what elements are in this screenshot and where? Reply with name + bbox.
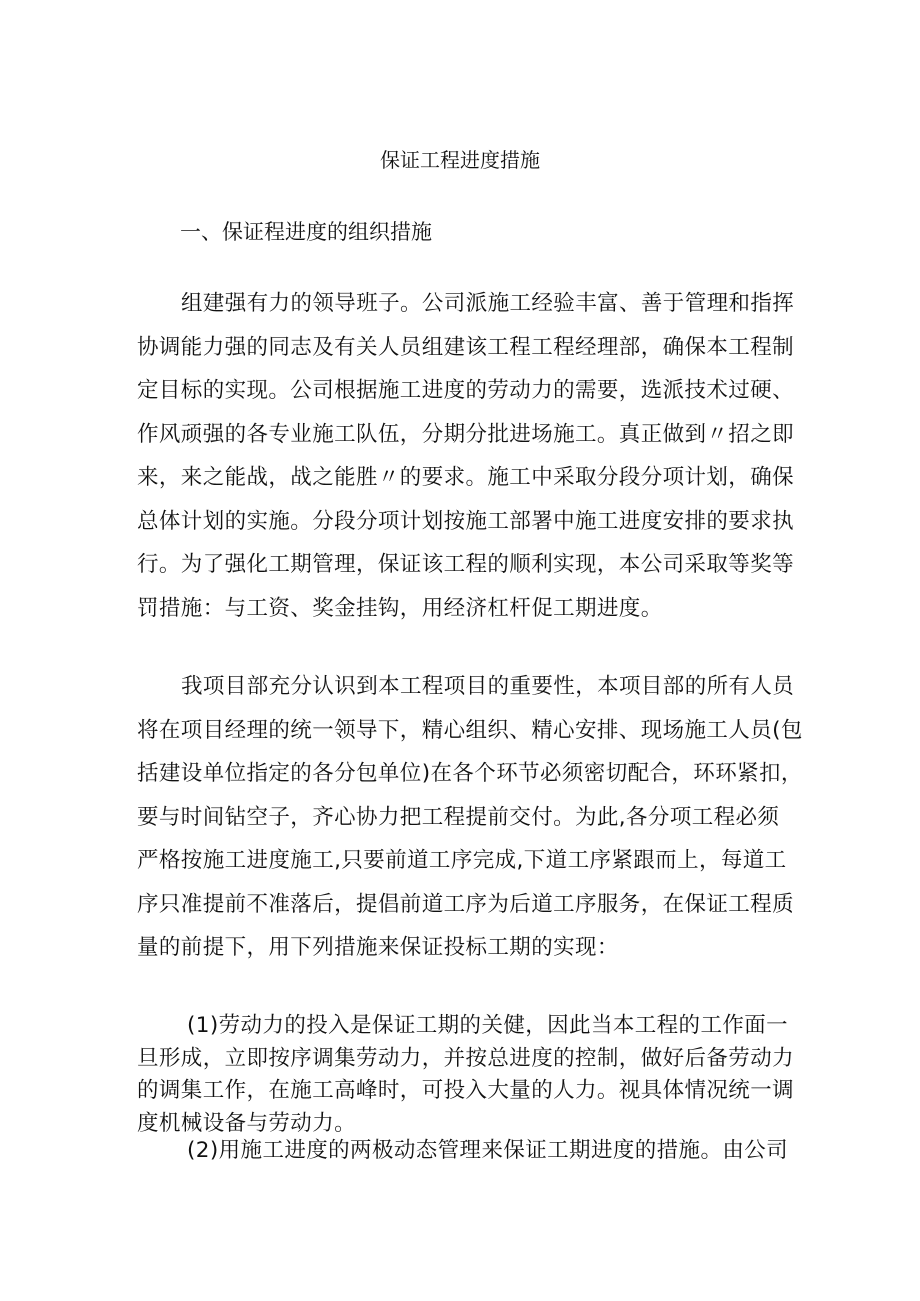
paragraph-line: 我项目部充分认识到本工程项目的重要性，本项目部的所有人员 xyxy=(181,674,795,699)
paragraph-line: 来，来之能战，战之能胜〃的要求。施工中采取分段分项计划，确保 xyxy=(137,465,795,490)
paragraph-line: 括建设单位指定的各分包单位)在各个环节必须密切配合，环环紧扣， xyxy=(137,761,803,786)
paragraph-line: 定目标的实现。公司根据施工进度的劳动力的需要，选派技术过硬、 xyxy=(137,378,795,403)
list-item-labor xyxy=(137,1010,797,1140)
paragraph-line: 罚措施：与工资、奖金挂钩，用经济杠杆促工期进度。 xyxy=(137,595,663,621)
paragraph-line: 组建强有力的领导班子。公司派施工经验丰富、善于管理和指挥 xyxy=(181,291,795,316)
list-item-line: 的调集工作，在施工高峰时，可投入大量的人力。视具体情况统一调 xyxy=(137,1078,795,1103)
list-item-dynamic-management xyxy=(137,1133,797,1169)
document-title: 保证工程进度措施 xyxy=(380,148,540,172)
paragraph-line: 要与时间钻空子，齐心协力把工程提前交付。为此,各分项工程必须 xyxy=(137,804,780,830)
paragraph-leadership xyxy=(137,282,797,630)
section-heading: 一、保证程进度的组织措施 xyxy=(180,220,432,244)
paragraph-line: 协调能力强的同志及有关人员组建该工程工程经理部，确保本工程制 xyxy=(137,334,795,360)
paragraph-line: 序只准提前不准落后，提倡前道工序为后道工序服务，在保证工程质 xyxy=(137,891,795,917)
paragraph-project-department xyxy=(137,665,803,970)
paragraph-line: 作风顽强的各专业施工队伍，分期分批进场施工。真正做到〃招之即 xyxy=(137,421,795,447)
paragraph-line: 量的前提下，用下列措施来保证投标工期的实现： xyxy=(137,935,619,960)
paragraph-line: 严格按施工进度施工,只要前道工序完成,下道工序紧跟而上，每道工 xyxy=(137,848,787,873)
paragraph-line: 将在项目经理的统一领导下，精心组织、精心安排、现场施工人员(包 xyxy=(137,717,803,743)
list-item-line: 度机械设备与劳动力。 xyxy=(137,1110,357,1136)
paragraph-line: 行。为了强化工期管理，保证该工程的顺利实现，本公司采取等奖等 xyxy=(137,552,795,577)
list-item-line: (2)用施工进度的两极动态管理来保证工期进度的措施。由公司 xyxy=(187,1138,789,1163)
list-item-line: (1)劳动力的投入是保证工期的关健，因此当本工程的工作面一 xyxy=(187,1013,789,1038)
paragraph-line: 总体计划的实施。分段分项计划按施工部署中施工进度安排的要求执 xyxy=(137,508,795,534)
list-item-line: 旦形成，立即按序调集劳动力，并按总进度的控制，做好后备劳动力 xyxy=(137,1045,795,1071)
